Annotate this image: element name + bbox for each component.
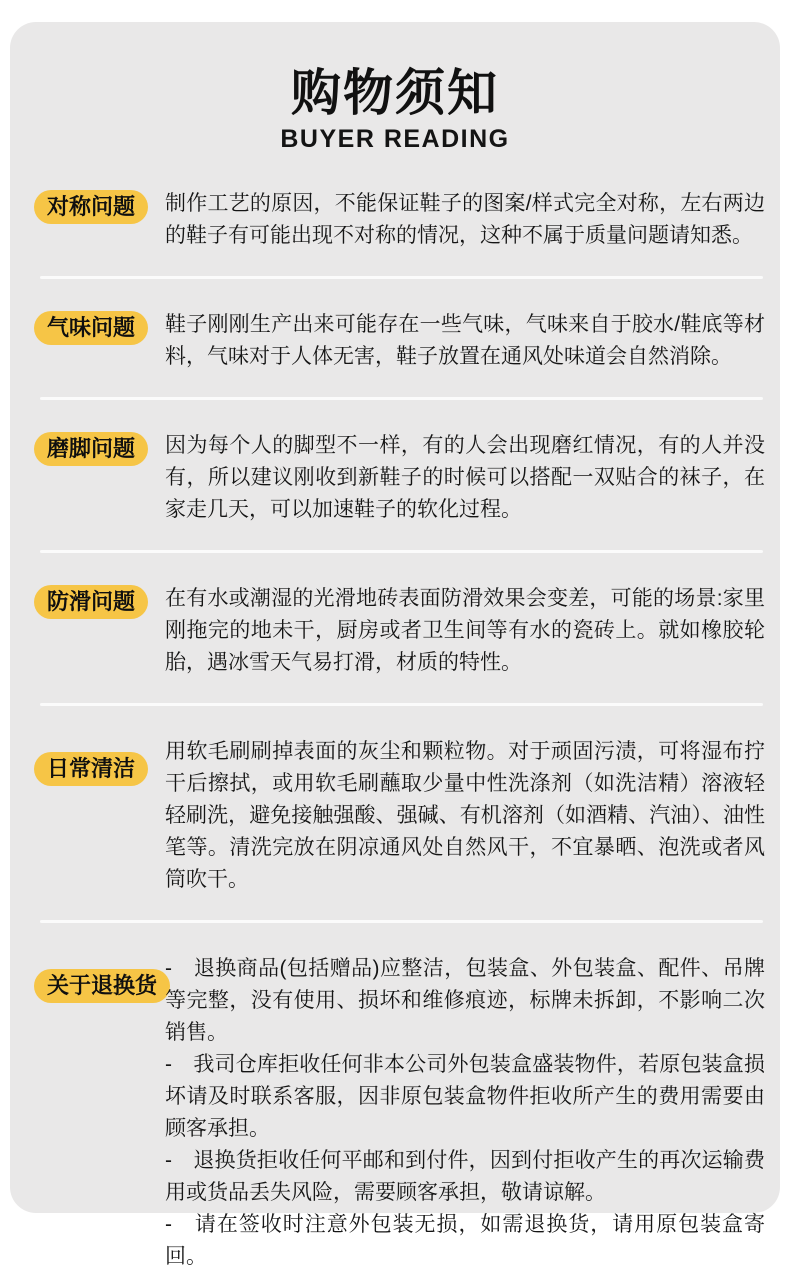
section-text: 用软毛刷刷掉表面的灰尘和颗粒物。对于顽固污渍，可将湿布拧干后擦拭，或用软毛刷蘸取少量中性洗涤剂（如洗洁精）溶液轻轻刷洗，避免接触强酸、强碱、有机溶剂（如酒精、汽油）、油性笔等。清洗完放在阴凉通风处自然风干，不宜暴晒、泡洗或者风筒吹干。 [165, 740, 765, 891]
section-divider [40, 276, 763, 279]
section-text: 制作工艺的原因，不能保证鞋子的图案/样式完全对称，左右两边的鞋子有可能出现不对称的情况，这种不属于质量问题请知悉。 [165, 192, 765, 247]
notice-header [10, 22, 780, 154]
buyer-notice-card [10, 22, 780, 1268]
section-text [165, 953, 765, 1273]
section-daily-cleaning [34, 736, 765, 896]
section-text: 在有水或潮湿的光滑地砖表面防滑效果会变差，可能的场景:家里刚拖完的地未干，厨房或者卫生间等有水的瓷砖上。就如橡胶轮胎，遇冰雪天气易打滑，材质的特性。 [165, 587, 765, 674]
section-divider [40, 397, 763, 400]
section-text: 鞋子刚刚生产出来可能存在一些气味，气味来自于胶水/鞋底等材料，气味对于人体无害，鞋子放置在通风处味道会自然消除。 [165, 313, 765, 368]
section-label-column [34, 736, 165, 786]
return-policy-item: - 退换货拒收任何平邮和到付件，因到付拒收产生的再次运输费用或货品丢失风险，需要顾客承担，敬请谅解。 [165, 1149, 765, 1204]
notice-sections [10, 188, 780, 1273]
section-text: 因为每个人的脚型不一样，有的人会出现磨红情况，有的人并没有，所以建议刚收到新鞋子的时候可以搭配一双贴合的袜子，在家走几天，可以加速鞋子的软化过程。 [165, 434, 765, 521]
section-label-column [34, 583, 165, 619]
section-label-column [34, 430, 165, 466]
section-label-pill: 关于退换货 [34, 969, 170, 1003]
section-label-pill: 气味问题 [34, 311, 148, 345]
page-subtitle: BUYER READING [280, 125, 510, 153]
section-returns [34, 953, 765, 1273]
section-label-column [34, 188, 165, 224]
section-divider [40, 703, 763, 706]
section-divider [40, 550, 763, 553]
section-label-column [34, 309, 165, 345]
return-policy-item: - 退换商品(包括赠品)应整洁，包装盒、外包装盒、配件、吊牌等完整，没有使用、损坏和维修痕迹，标牌未拆卸，不影响二次销售。 [165, 957, 765, 1044]
section-anti-slip [34, 583, 765, 679]
section-odor [34, 309, 765, 373]
section-label-pill: 磨脚问题 [34, 432, 148, 466]
section-foot-rubbing [34, 430, 765, 526]
return-policy-item: - 请在签收时注意外包装无损，如需退换货，请用原包装盒寄回。 [165, 1213, 765, 1268]
section-label-pill: 日常清洁 [34, 752, 148, 786]
return-policy-item: - 我司仓库拒收任何非本公司外包装盒盛装物件，若原包装盒损坏请及时联系客服，因非原包装盒物件拒收所产生的费用需要由顾客承担。 [165, 1053, 765, 1140]
section-divider [40, 920, 763, 923]
section-symmetry [34, 188, 765, 252]
section-label-column [34, 953, 165, 1003]
page-title: 购物须知 [291, 65, 499, 121]
section-label-pill: 防滑问题 [34, 585, 148, 619]
section-label-pill: 对称问题 [34, 190, 148, 224]
